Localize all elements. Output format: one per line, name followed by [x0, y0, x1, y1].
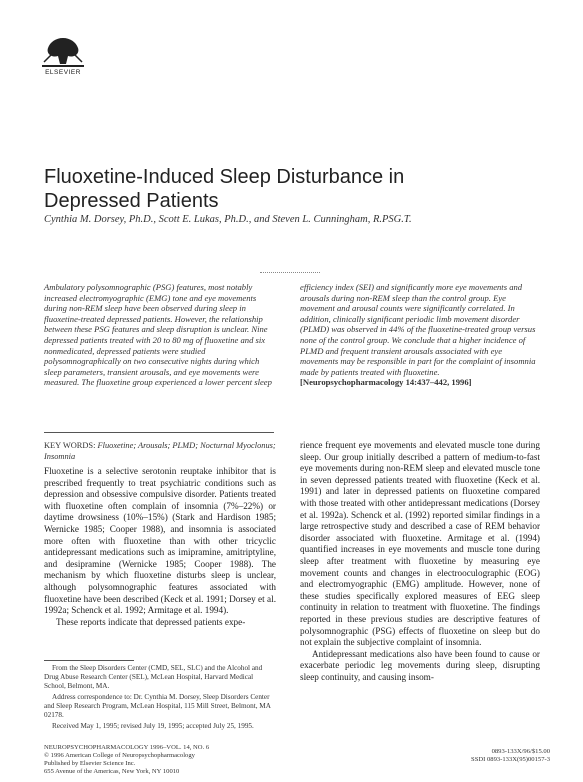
- title-line-1: Fluoxetine-Induced Sleep Disturbance in: [44, 166, 405, 188]
- abstract-divider: [260, 272, 320, 273]
- abstract-right-column: [300, 282, 540, 388]
- body-paragraph: rience frequent eye movements and elevated muscle tone during sleep. Our group initially described a pattern of medium-to-fast eye movements during non-REM sleep and elevated muscle tone in seven depressed patients treated with fluoxetine (Keck et al. 1991) and later in depressed patients on fluoxetine compared with those treated with other antidepressant medications (Dorsey et al. 1992a). Schenck et al. (1992) reported similar findings in a large retrospective study and described a case of REM behavior disorder associated with fluoxetine. Armitage et al. (1994) quantified increases in eye movements and muscle tone during sleep after treatment with fluoxetine by measuring eye movement counts and changes in electrooculographic (EOG) and electromyographic (EMG) amplitude. However, none of these studies specifically explored measures of EEG sleep continuity in relation to treatment with fluoxetine. The findings reported in these previous studies are descriptive features of polysomnographic (PSG) effects of fluoxetine on sleep but do not explain the subjective complaint of insomnia.: [300, 440, 540, 648]
- abstract-right-text: efficiency index (SEI) and significantly more eye movements and arousals during non-REM sleep than the control group. Eye movement and arousal counts were significantly correlated. In addition, clinically significant periodic limb movement disorder (PLMD) was observed in 44% of the fluoxetine-treated group versus none of the control group. We conclude that a higher incidence of PLMD and frequent transient arousals associated with eye movements may be responsible in part for the complaint of insomnia made by patients treated with fluoxetine.: [300, 282, 536, 377]
- journal-meta-line: Published by Elsevier Science Inc.: [44, 760, 136, 767]
- journal-meta-line: NEUROPSYCHOPHARMACOLOGY 1996–VOL. 14, NO. 6: [44, 744, 210, 751]
- footnote: Received May 1, 1995; revised July 19, 1995; accepted July 25, 1995.: [52, 722, 254, 730]
- body-paragraph: These reports indicate that depressed patients expe-: [56, 616, 246, 627]
- footnote: Address correspondence to: Dr. Cynthia M. Dorsey, Sleep Disorders Center and Sleep Research Program, McLean Hospital, 115 Mill Street, Belmont, MA 02178.: [44, 693, 271, 719]
- article-title: [44, 165, 544, 213]
- keywords-rule: [44, 432, 274, 433]
- publisher-name: ELSEVIER: [45, 69, 81, 76]
- issn-line: 0893-133X/96/$15.00: [491, 748, 550, 755]
- body-right-column: [300, 440, 540, 683]
- keywords: [44, 440, 276, 462]
- abstract-citation: [Neuropsychopharmacology 14:437–442, 1996]: [300, 377, 472, 388]
- footnote-rule: [44, 660, 134, 661]
- body-left-column: [44, 466, 276, 628]
- elsevier-tree-icon: [38, 34, 88, 68]
- journal-meta: [44, 744, 274, 776]
- title-line-2: Depressed Patients: [44, 190, 219, 212]
- publisher-logo: [38, 34, 88, 76]
- journal-meta-line: 655 Avenue of the Americas, New York, NY 10010: [44, 768, 180, 775]
- keywords-label: KEY WORDS:: [44, 441, 96, 450]
- issn-block: [440, 748, 550, 764]
- ssdi-line: SSDI 0893-133X(95)00157-3: [471, 756, 550, 763]
- footnote: From the Sleep Disorders Center (CMD, SEL, SLC) and the Alcohol and Drug Abuse Research Center (SEL), McLean Hospital, Harvard Medical School, Belmont, MA.: [44, 664, 263, 690]
- body-paragraph: Fluoxetine is a selective serotonin reuptake inhibitor that is prescribed frequently to treat psychiatric conditions such as depression and obsessive compulsive disorder. Patients treated with fluoxetine often complain of insomnia (7%–22%) or daytime drowsiness (10%–15%) (Stark and Hardison 1985; Wernicke 1985; Cooper 1988), and insomnia is associated more often with fluoxetine than with other tricyclic antidepressant medications such as imipramine, amitriptyline, and desipramine (Wernicke 1985; Cooper 1988). The mechanism by which fluoxetine disturbs sleep is unclear, although polysomnographic features associated with fluoxetine have been described (Keck et al. 1991; Dorsey et al. 1992a; Schenck et al. 1992; Armitage et al. 1994).: [44, 466, 276, 616]
- article-authors: Cynthia M. Dorsey, Ph.D., Scott E. Lukas, Ph.D., and Steven L. Cunningham, R.PSG.T.: [44, 214, 412, 225]
- body-paragraph: Antidepressant medications also have been found to cause or exacerbate periodic leg movements during sleep, disrupting sleep continuity, and causing insom-: [300, 648, 540, 682]
- keywords-text: Fluoxetine; Arousals; PLMD; Nocturnal Myoclonus; Insomnia: [44, 441, 276, 461]
- journal-meta-line: © 1996 American College of Neuropsychopharmacology: [44, 752, 195, 759]
- footnotes: [44, 664, 276, 733]
- abstract-left-column: Ambulatory polysomnographic (PSG) features, most notably increased electromyographic (EMG) tone and eye movements during non-REM sleep have been observed during sleep in fluoxetine-treated depressed patients. However, the relationship between these PSG features and sleep disruption is unclear. Nine depressed patients treated with 20 to 80 mg of fluoxetine and six nonmedicated, depressed patients were studied polysomnographically on two consecutive nights during which sleep parameters, transient arousals, and eye movements were measured. The fluoxetine group experienced a lower percent sleep: [44, 282, 272, 388]
